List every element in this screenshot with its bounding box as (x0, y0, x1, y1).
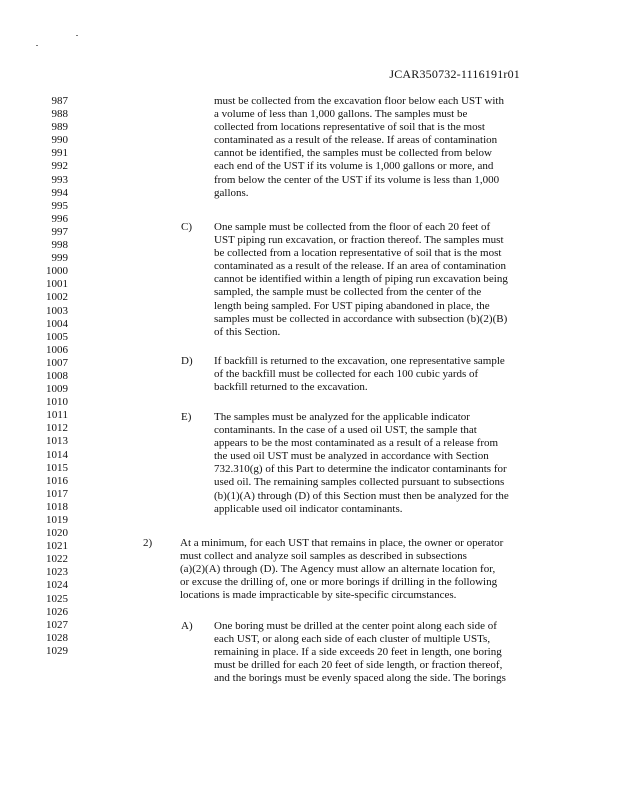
paragraph-2-text: At a minimum, for each UST that remains in place, the owner or operator must collect and analyze soil samples as described in subsections (a)(2)(A) through (D). The Agency must allow an alternate location for, or excuse the drilling of, one or more borings if drilling in the following locations is made impracticable by site-specific circumstances. (180, 537, 504, 602)
line-number: 1021 (46, 540, 68, 553)
line-number-column (26, 95, 68, 658)
line-number: 1026 (46, 605, 68, 618)
paragraph-c-text: One sample must be collected from the floor of each 20 feet of UST piping run excavation, or fraction thereof. The samples must be collected from a location representative of soil that is the most contaminated as a result of the release. If an area of contamination cannot be identified within a length of piping run excavation being sampled, the sample must be collected from the center of the length being sampled. For UST piping abandoned in place, the samples must be collected in accordance with subsection (b)(2)(B) of this Section. (214, 221, 508, 338)
line-number: 1017 (46, 487, 68, 500)
paragraph-e-text: The samples must be analyzed for the applicable indicator contaminants. In the case of a used oil UST, the sample that appears to be the most contaminated as a result of a release from the used oil UST must be analyzed in accordance with Section 732.310(g) of this Part to determine the indicator contaminants for used oil. The remaining samples collected pursuant to subsections (b)(1)(A) through (D) of this Section must then be analyzed for the applicable used oil indicator contaminants. (214, 411, 509, 515)
line-number: 987 (51, 95, 68, 107)
line-number: 1029 (46, 644, 68, 657)
line-number: 1006 (46, 343, 68, 356)
line-number: 1025 (46, 592, 68, 605)
paragraph-2-label: 2) (143, 537, 153, 549)
scan-speck (36, 45, 38, 46)
paragraph-a-text: One boring must be drilled at the center point along each side of each UST, or along each side of each cluster of multiple USTs, remaining in place. If a side exceeds 20 feet in length, one boring must be drilled for each 20 feet of side length, or fraction thereof, and the borings must be evenly spaced along the side. The borings (214, 620, 506, 685)
line-number: 1001 (46, 278, 68, 291)
line-number: 1028 (46, 631, 68, 644)
line-number: 988 (51, 108, 68, 121)
paragraph-continuation: must be collected from the excavation floor below each UST with a volume of less than 1,000 gallons. The samples must be collected from locations representative of soil that is the most contaminated as a result of the release. If areas of contamination cannot be identified, the samples must be collected from below each end of the UST if its volume is 1,000 gallons or more, and from below the center of the UST if its volume is less than 1,000 gallons. (214, 95, 504, 199)
paragraph-d-text: If backfill is returned to the excavation, one representative sample of the backfill must be collected for each 100 cubic yards of backfill returned to the excavation. (214, 355, 505, 394)
line-number: 1016 (46, 474, 68, 487)
line-number: 992 (51, 160, 68, 173)
line-number: 1000 (46, 265, 68, 278)
line-number: 997 (51, 225, 68, 238)
line-number: 1019 (46, 514, 68, 526)
scan-speck (76, 35, 78, 36)
line-number: 1007 (46, 356, 68, 369)
line-number: 1023 (46, 566, 68, 579)
document-id: JCAR350732-1116191r01 (389, 67, 520, 81)
line-number: 1003 (46, 304, 68, 317)
line-number: 1020 (46, 527, 68, 540)
line-number: 1012 (46, 422, 68, 435)
line-number: 989 (51, 121, 68, 134)
line-number: 1013 (46, 435, 68, 448)
line-number: 1005 (46, 330, 68, 343)
line-number: 1002 (46, 291, 68, 304)
line-number: 1027 (46, 618, 68, 631)
line-number: 996 (51, 212, 68, 225)
line-number: 995 (51, 199, 68, 212)
line-number: 999 (51, 252, 68, 265)
line-number: 1024 (46, 579, 68, 592)
line-number: 994 (51, 186, 68, 199)
line-number: 993 (51, 173, 68, 186)
line-number: 1018 (46, 500, 68, 513)
line-number: 1010 (46, 396, 68, 409)
line-number: 990 (51, 134, 68, 147)
line-number: 1009 (46, 383, 68, 396)
paragraph-c-label: C) (181, 221, 192, 233)
paragraph-d-label: D) (181, 355, 193, 367)
line-number: 1014 (46, 448, 68, 461)
paragraph-e-label: E) (181, 411, 192, 423)
line-number: 1022 (46, 553, 68, 566)
paragraph-a-label: A) (181, 620, 193, 632)
line-number: 1011 (46, 409, 68, 422)
line-number: 1004 (46, 317, 68, 330)
line-number: 998 (51, 239, 68, 252)
line-number: 991 (51, 147, 68, 160)
line-number: 1008 (46, 369, 68, 382)
line-number: 1015 (46, 461, 68, 474)
